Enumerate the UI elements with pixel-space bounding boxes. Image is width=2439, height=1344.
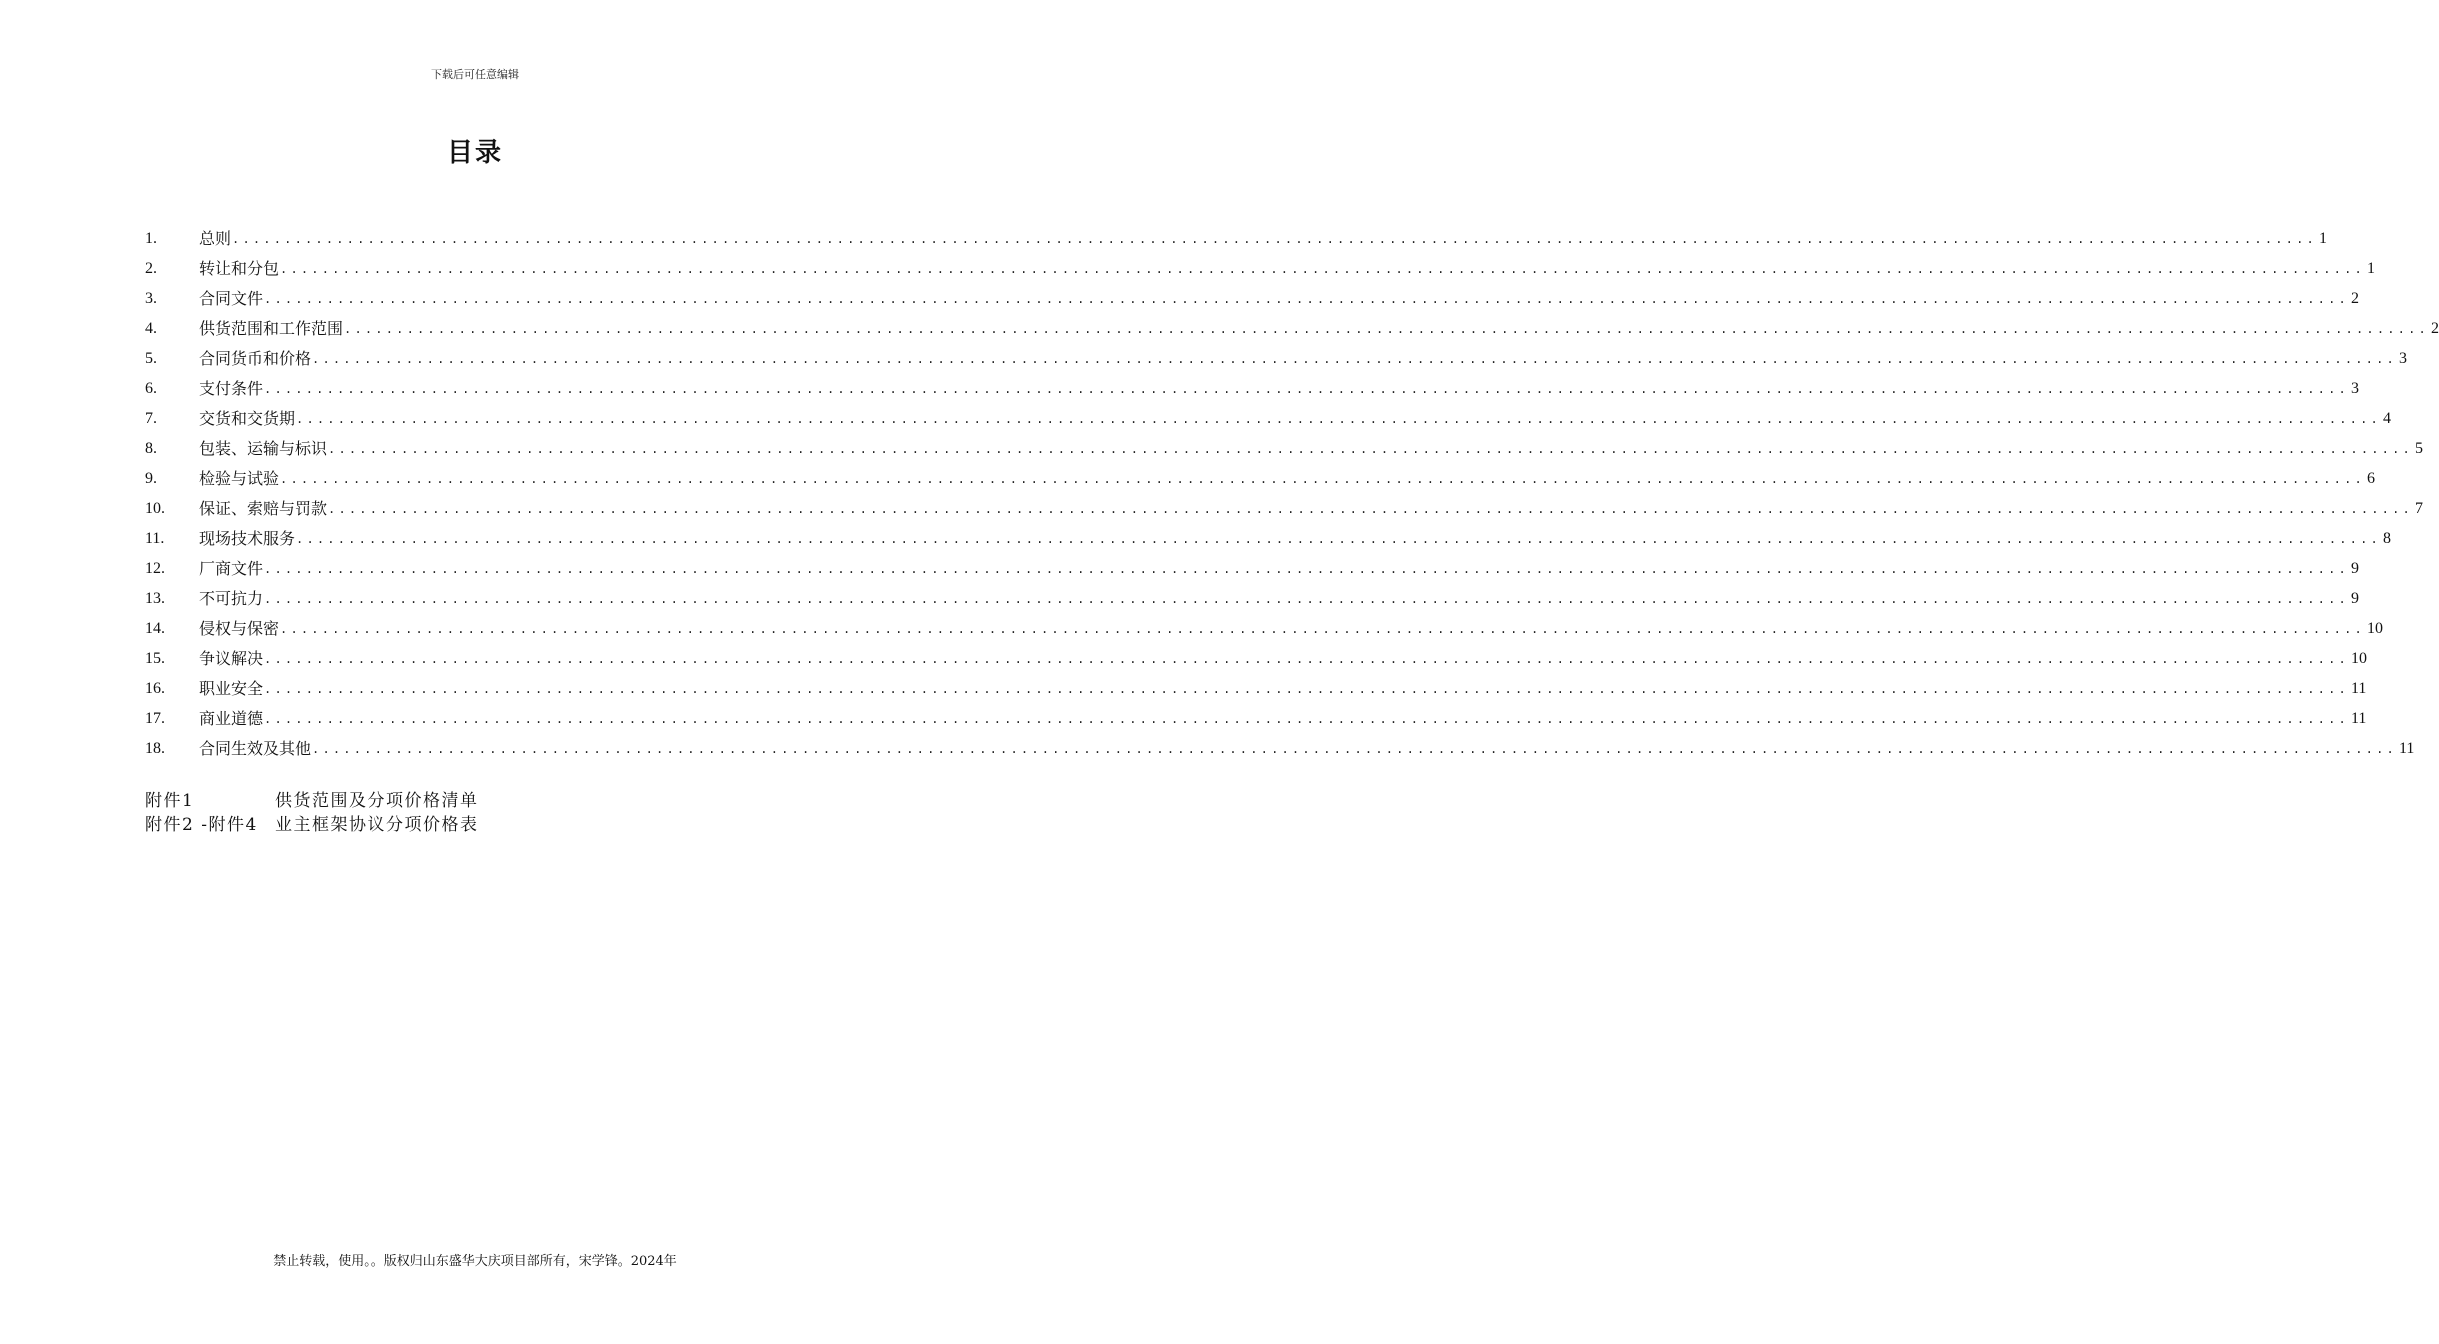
toc-entry-number: 10. [145, 500, 165, 517]
toc-entry[interactable] [145, 252, 2375, 282]
toc-entry-page: 11 [2350, 680, 2367, 697]
toc-entry-label: 供货范围和工作范围 [199, 319, 344, 338]
toc-entry[interactable] [145, 522, 2391, 552]
toc-entry-number: 8. [145, 440, 157, 457]
toc-entry-number: 18. [145, 740, 165, 757]
toc-leader-dots: ........................................................................................................................................................................................................ [280, 622, 2365, 636]
toc-entry-label: 侵权与保密 [199, 619, 280, 638]
toc-entry[interactable] [145, 342, 2407, 372]
toc-entry-page: 2 [2430, 320, 2439, 337]
toc-leader-dots: ........................................................................................................................................................................................................ [296, 412, 2381, 426]
toc-leader-dots: ........................................................................................................................................................................................................ [296, 532, 2381, 546]
toc-entry-label: 保证、索赔与罚款 [199, 499, 328, 518]
appendix-name: 附件2 -附件4 [145, 815, 258, 835]
toc-entry-number: 5. [145, 350, 157, 367]
table-of-contents [145, 222, 2439, 762]
toc-entry[interactable] [145, 222, 2327, 252]
toc-leader-dots: ........................................................................................................................................................................................................ [328, 442, 2413, 456]
toc-entry-label: 总则 [199, 229, 232, 248]
toc-leader-dots: ........................................................................................................................................................................................................ [264, 682, 2349, 696]
toc-entry-number: 4. [145, 320, 157, 337]
toc-entry-number: 12. [145, 560, 165, 577]
toc-leader-dots: ........................................................................................................................................................................................................ [264, 292, 2349, 306]
toc-entry-page: 10 [2350, 650, 2367, 667]
toc-entry-number: 7. [145, 410, 157, 427]
toc-entry-label: 不可抗力 [199, 589, 264, 608]
toc-leader-dots: ........................................................................................................................................................................................................ [328, 502, 2413, 516]
toc-entry-label: 商业道德 [199, 709, 264, 728]
toc-entry[interactable] [145, 732, 2415, 762]
appendix-name: 附件1 [145, 791, 195, 811]
toc-entry-label: 转让和分包 [199, 259, 280, 278]
toc-leader-dots: ........................................................................................................................................................................................................ [312, 352, 2397, 366]
toc-entry-number: 16. [145, 680, 165, 697]
toc-leader-dots: ........................................................................................................................................................................................................ [264, 562, 2349, 576]
toc-leader-dots: ........................................................................................................................................................................................................ [232, 232, 2317, 246]
appendix-entry [145, 786, 745, 811]
toc-leader-dots: ........................................................................................................................................................................................................ [264, 382, 2349, 396]
toc-entry-number: 6. [145, 380, 157, 397]
toc-entry-page: 1 [2318, 230, 2327, 247]
page-title: 目录 [446, 138, 503, 168]
toc-leader-dots: ........................................................................................................................................................................................................ [344, 322, 2429, 336]
toc-entry-page: 1 [2366, 260, 2375, 277]
toc-entry-number: 17. [145, 710, 165, 727]
toc-entry-label: 包装、运输与标识 [199, 439, 328, 458]
toc-entry[interactable] [145, 492, 2423, 522]
appendix-entry [145, 810, 745, 835]
toc-entry-page: 2 [2350, 290, 2359, 307]
toc-entry-number: 1. [145, 230, 157, 247]
toc-entry-number: 11. [145, 530, 165, 547]
toc-entry[interactable] [145, 282, 2359, 312]
toc-entry-page: 7 [2414, 500, 2423, 517]
toc-entry-label: 交货和交货期 [199, 409, 296, 428]
toc-entry[interactable] [145, 612, 2383, 642]
toc-entry-number: 15. [145, 650, 165, 667]
toc-entry-page: 3 [2350, 380, 2359, 397]
toc-entry-page: 11 [2350, 710, 2367, 727]
appendix-description: 供货范围及分项价格清单 [275, 791, 479, 811]
appendix-description: 业主框架协议分项价格表 [275, 815, 479, 835]
page-header-note: 下载后可任意编辑 [431, 68, 519, 81]
toc-leader-dots: ........................................................................................................................................................................................................ [312, 742, 2397, 756]
toc-leader-dots: ........................................................................................................................................................................................................ [264, 652, 2349, 666]
toc-entry-number: 13. [145, 590, 165, 607]
toc-entry-page: 3 [2398, 350, 2407, 367]
toc-entry-label: 合同生效及其他 [199, 739, 312, 758]
toc-entry-page: 10 [2366, 620, 2383, 637]
toc-entry[interactable] [145, 642, 2367, 672]
toc-leader-dots: ........................................................................................................................................................................................................ [264, 712, 2349, 726]
toc-entry-label: 检验与试验 [199, 469, 280, 488]
toc-entry[interactable] [145, 372, 2359, 402]
toc-entry-label: 现场技术服务 [199, 529, 296, 548]
toc-entry[interactable] [145, 552, 2359, 582]
toc-entry-number: 9. [145, 470, 157, 487]
toc-entry-number: 2. [145, 260, 157, 277]
toc-entry[interactable] [145, 582, 2359, 612]
toc-entry[interactable] [145, 432, 2423, 462]
toc-entry[interactable] [145, 702, 2367, 732]
toc-entry-page: 6 [2366, 470, 2375, 487]
toc-entry[interactable] [145, 672, 2367, 702]
toc-entry-page: 11 [2398, 740, 2415, 757]
toc-entry-number: 3. [145, 290, 157, 307]
toc-entry-label: 职业安全 [199, 679, 264, 698]
toc-entry-label: 合同文件 [199, 289, 264, 308]
toc-entry-label: 争议解决 [199, 649, 264, 668]
toc-entry[interactable] [145, 402, 2391, 432]
toc-entry-page: 8 [2382, 530, 2391, 547]
toc-entry[interactable] [145, 462, 2375, 492]
toc-entry-page: 5 [2414, 440, 2423, 457]
toc-entry-label: 厂商文件 [199, 559, 264, 578]
toc-entry-label: 支付条件 [199, 379, 264, 398]
toc-entry-number: 14. [145, 620, 165, 637]
toc-entry-label: 合同货币和价格 [199, 349, 312, 368]
toc-leader-dots: ........................................................................................................................................................................................................ [264, 592, 2349, 606]
toc-leader-dots: ........................................................................................................................................................................................................ [280, 472, 2365, 486]
toc-entry-page: 4 [2382, 410, 2391, 427]
toc-entry-page: 9 [2350, 590, 2359, 607]
toc-entry[interactable] [145, 312, 2439, 342]
page-footer-note: 禁止转载，使用。。版权归山东盛华大庆项目部所有，宋学锋。2024年 [273, 1254, 677, 1269]
toc-entry-page: 9 [2350, 560, 2359, 577]
toc-leader-dots: ........................................................................................................................................................................................................ [280, 262, 2365, 276]
